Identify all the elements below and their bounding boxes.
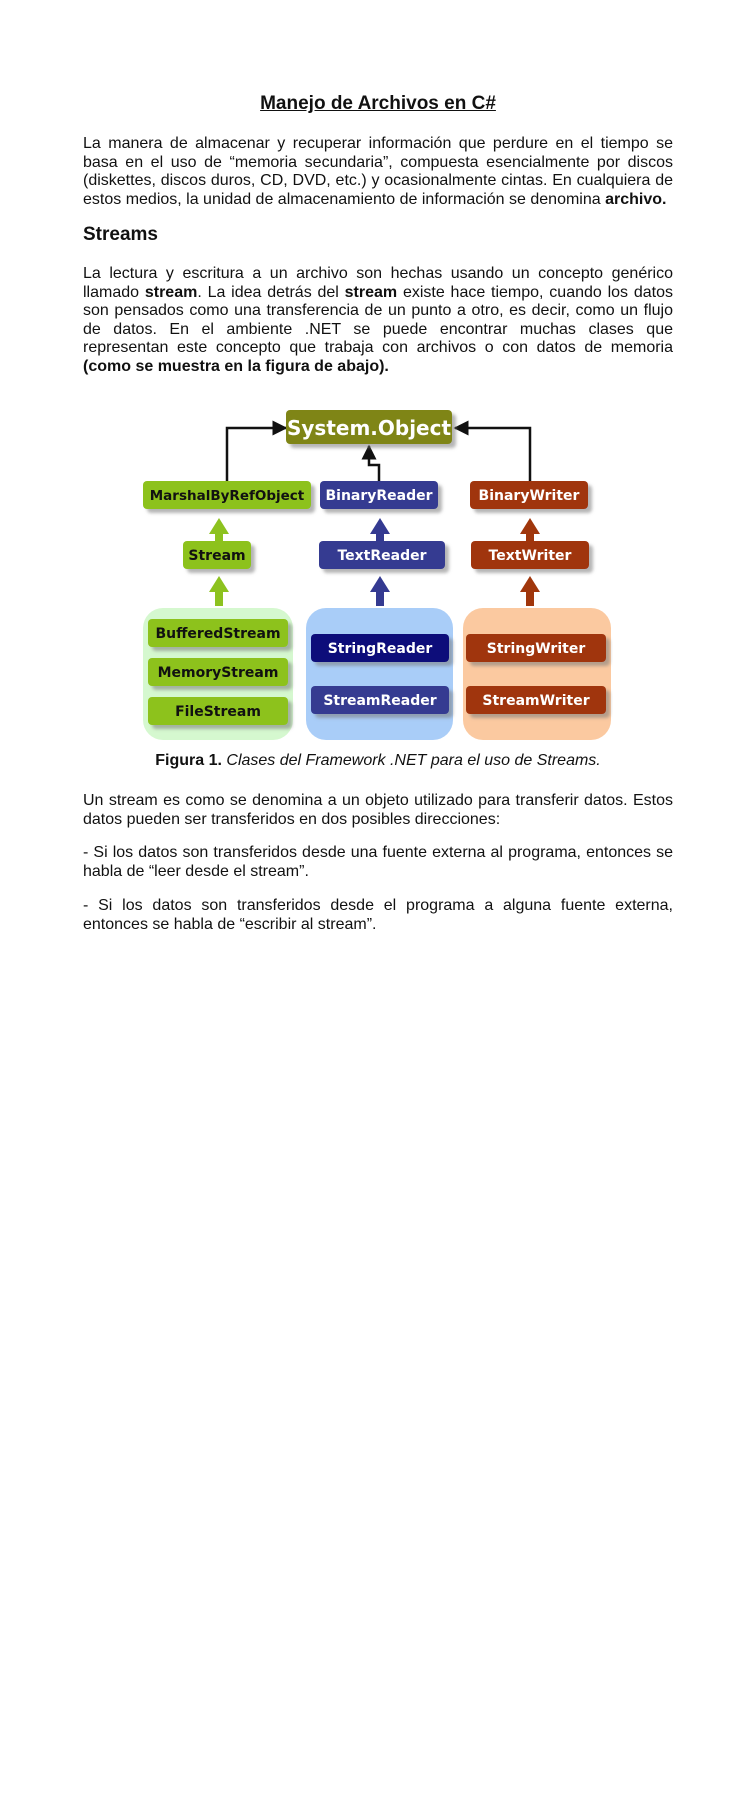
rust-up-arrow-2	[520, 576, 540, 606]
streamreader-label: StreamReader	[323, 693, 437, 709]
marshalbyrefobject-label: MarshalByRefObject	[149, 488, 305, 504]
intro-paragraph	[83, 135, 673, 209]
binarywriter-label: BinaryWriter	[478, 488, 580, 504]
intro-text: La manera de almacenar y recuperar información que perdure en el tiempo se basa en el uso de “memoria secundaria”, compuesta esencialmente por discos (diskettes, discos duros, CD, DVD, etc.) y ocasionalmente cintas. En cualquiera de estos medios, la unidad de almacenamiento de información se denomina	[83, 135, 673, 208]
stringreader-label: StringReader	[327, 641, 433, 657]
streams-heading: Streams	[83, 224, 158, 245]
bufferedstream-label: BufferedStream	[155, 626, 281, 642]
read-paragraph: - Si los datos son transferidos desde una fuente externa al programa, entonces se habla de “leer desde el stream”.	[83, 844, 673, 880]
figure-caption	[0, 752, 756, 770]
textwriter-label: TextWriter	[488, 548, 572, 564]
readers-group-background	[306, 608, 453, 740]
stringwriter-label: StringWriter	[486, 641, 586, 657]
binaryreader-label: BinaryReader	[325, 488, 433, 504]
streams-text-1: La lectura y escritura a un archivo son hechas usando un concepto genérico llamado	[83, 265, 673, 301]
streams-bold-1: stream	[144, 283, 198, 301]
writers-group-background	[463, 608, 611, 740]
stream-label: Stream	[188, 548, 246, 564]
streams-bold-3: (como se muestra en la figura de abajo).	[83, 357, 389, 375]
stream-definition-paragraph: Un stream es como se denomina a un objeto utilizado para transferir datos. Estos datos pueden ser transferidos en dos posibles direcciones:	[83, 792, 673, 828]
streamwriter-label: StreamWriter	[482, 693, 590, 709]
caption-bold: Figura 1.	[155, 752, 222, 769]
streams-bold-2: stream	[344, 283, 398, 301]
textreader-label: TextReader	[337, 548, 427, 564]
lime-up-arrow-2	[209, 576, 229, 606]
write-paragraph: - Si los datos son transferidos desde el programa a alguna fuente externa, entonces se habla de “escribir al stream”.	[83, 897, 673, 933]
binarywriter-inheritance-line	[455, 428, 530, 481]
streams-text-3: existe hace tiempo, cuando los datos son pensados como una transferencia de un punto a otro, es decir, como un flujo de datos. En el ambiente .NET se puede encontrar muchas clases que representan este concepto que trabaja con archivos o con datos de memoria	[83, 283, 674, 356]
system-object-label: System.Object	[286, 416, 452, 440]
intro-bold: archivo.	[605, 190, 667, 208]
streams-class-diagram	[143, 402, 613, 742]
streams-paragraph	[83, 265, 673, 376]
memorystream-label: MemoryStream	[157, 665, 279, 681]
binaryreader-inheritance-line	[369, 446, 379, 481]
document-title: Manejo de Archivos en C#	[260, 93, 496, 114]
blue-up-arrow-2	[370, 576, 390, 606]
caption-italic: Clases del Framework .NET para el uso de Streams.	[221, 752, 601, 769]
marshal-inheritance-line	[227, 428, 286, 481]
streams-text-2: . La idea detrás del	[197, 283, 345, 301]
filestream-label: FileStream	[175, 704, 261, 720]
